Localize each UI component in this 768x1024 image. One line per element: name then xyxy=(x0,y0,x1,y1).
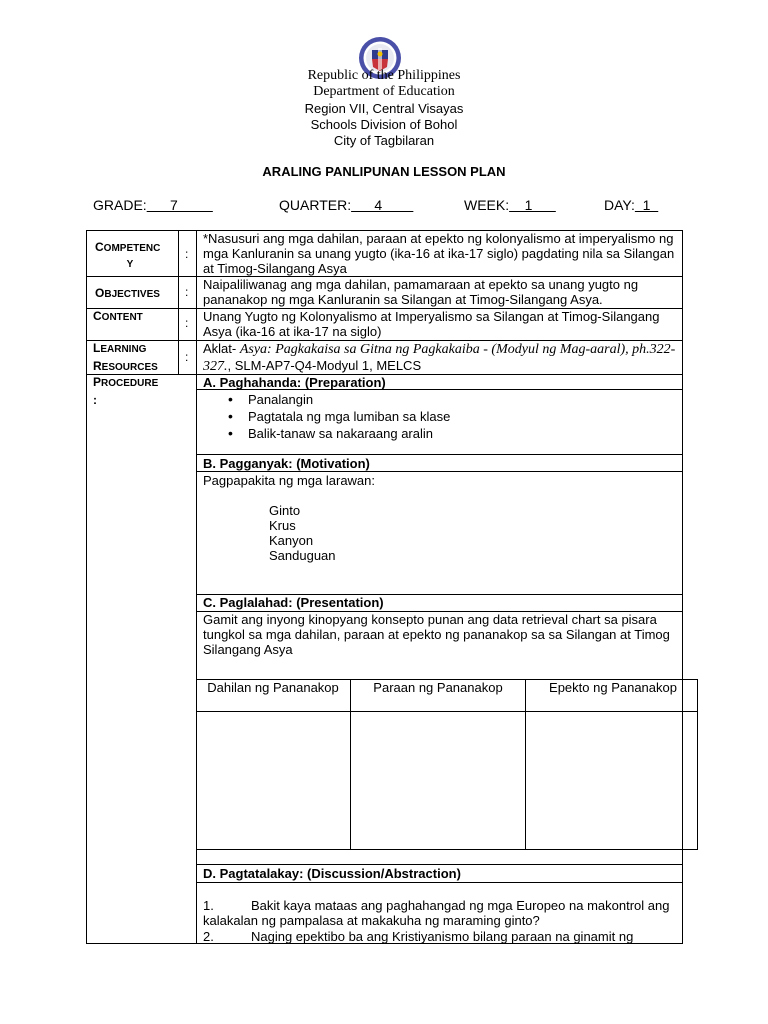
day-value: 1 xyxy=(634,197,659,213)
chart-border-right xyxy=(697,679,698,850)
preparation-list xyxy=(250,391,450,442)
colon-separator: : xyxy=(185,316,189,330)
section-c-title: C. Paglalahad: (Presentation) xyxy=(203,595,384,610)
question-number: 1. xyxy=(203,898,214,913)
motivation-word: Sanduguan xyxy=(269,548,336,563)
discussion-question: Bakit kaya mataas ang paghahangad ng mga Europeo na makontrol ang kalakalan ng pampalasa at makakuha ng maraming ginto? xyxy=(203,898,670,928)
header-division: Schools Division of Bohol xyxy=(310,117,458,132)
table-border-right xyxy=(682,230,683,944)
motivation-word: Kanyon xyxy=(269,533,314,548)
objectives-label: OBJECTIVES xyxy=(95,286,160,300)
day-field xyxy=(604,197,658,213)
quarter-value: 4 xyxy=(351,197,414,213)
objectives-text: Naipaliliwanag ang mga dahilan, pamamaraan at epekto sa unang yugto ng pananakop ng mga Kanluranin sa Silangan at Timog-Silangang Asya. xyxy=(203,277,639,307)
content-label: CONTENT xyxy=(93,309,143,323)
header-city: City of Tagbilaran xyxy=(333,133,435,148)
week-field xyxy=(464,197,556,213)
question-number: 2. xyxy=(203,929,214,944)
resources-text: Aklat- Asya: Pagkakaisa sa Gitna ng Pagkakaiba - (Modyul ng Mag-aaral), ph.322-327., SLM-AP7-Q4-Modyul 1, MELCS xyxy=(203,341,676,374)
motivation-word: Ginto xyxy=(269,503,301,518)
section-b-title: B. Pagganyak: (Motivation) xyxy=(203,456,370,471)
chart-header-epekto: Epekto ng Pananakop xyxy=(549,680,677,695)
discussion-question: Naging epektibo ba ang Kristiyanismo bilang paraan na ginamit ng xyxy=(251,929,634,944)
day-label: DAY: xyxy=(604,197,635,213)
week-value: 1 xyxy=(509,197,556,213)
section-d-title: D. Pagtatalakay: (Discussion/Abstraction) xyxy=(203,866,461,881)
colon-separator: : xyxy=(185,350,189,364)
colon-separator: : xyxy=(185,285,189,299)
list-item: • Panalangin xyxy=(250,391,450,408)
section-divider xyxy=(196,471,683,472)
chart-border-bottom xyxy=(196,849,698,850)
motivation-word: Krus xyxy=(269,518,296,533)
quarter-label: QUARTER: xyxy=(279,197,352,213)
grade-label: GRADE: xyxy=(93,197,147,213)
header-republic: Republic of the Philippines xyxy=(307,68,461,83)
quarter-field xyxy=(279,197,413,213)
grade-field xyxy=(93,197,213,213)
competency-label: COMPETENC Y xyxy=(95,240,161,270)
header-department: Department of Education xyxy=(313,84,455,99)
motivation-intro: Pagpapakita ng mga larawan: xyxy=(203,473,376,488)
section-divider xyxy=(196,864,683,865)
header-region: Region VII, Central Visayas xyxy=(304,101,464,116)
chart-header-divider xyxy=(196,711,698,712)
colon-separator: : xyxy=(185,247,189,261)
grade-value: 7 xyxy=(146,197,213,213)
section-divider xyxy=(196,882,683,883)
chart-column-divider xyxy=(350,679,351,850)
table-border-left xyxy=(86,230,87,944)
chart-column-divider xyxy=(525,679,526,850)
content-column-divider xyxy=(196,230,197,944)
presentation-text: Gamit ang inyong kinopyang konsepto punan ang data retrieval chart sa pisara tungkol sa mga dahilan, paraan at epekto ng pananakop sa sa Silangan at Timog Silangang Asya xyxy=(203,612,670,657)
section-a-title: A. Paghahanda: (Preparation) xyxy=(203,375,386,390)
week-label: WEEK: xyxy=(464,197,510,213)
competency-text: *Nasusuri ang mga dahilan, paraan at epekto ng kolonyalismo at imperyalismo ng mga Kanluranin sa unang yugto (ika-16 at ika-17 siglo) pagdating nila sa Silangan at Timog-Silangang Asya xyxy=(203,231,675,276)
learning-resources-label: LEARNING RESOURCES xyxy=(93,341,158,373)
label-column-divider xyxy=(178,230,179,375)
list-item: • Pagtatala ng mga lumiban sa klase xyxy=(250,408,450,425)
page-title: ARALING PANLIPUNAN LESSON PLAN xyxy=(262,164,506,179)
content-text: Unang Yugto ng Kolonyalismo at Imperyalismo sa Silangan at Timog-Silangang Asya (ika-16 at ika-17 na siglo) xyxy=(203,309,660,339)
chart-header-dahilan: Dahilan ng Pananakop xyxy=(207,680,339,695)
chart-header-paraan: Paraan ng Pananakop xyxy=(373,680,503,695)
procedure-label: PROCEDURE : xyxy=(93,375,159,407)
section-divider xyxy=(196,454,683,455)
list-item: • Balik-tanaw sa nakaraang aralin xyxy=(250,425,450,442)
